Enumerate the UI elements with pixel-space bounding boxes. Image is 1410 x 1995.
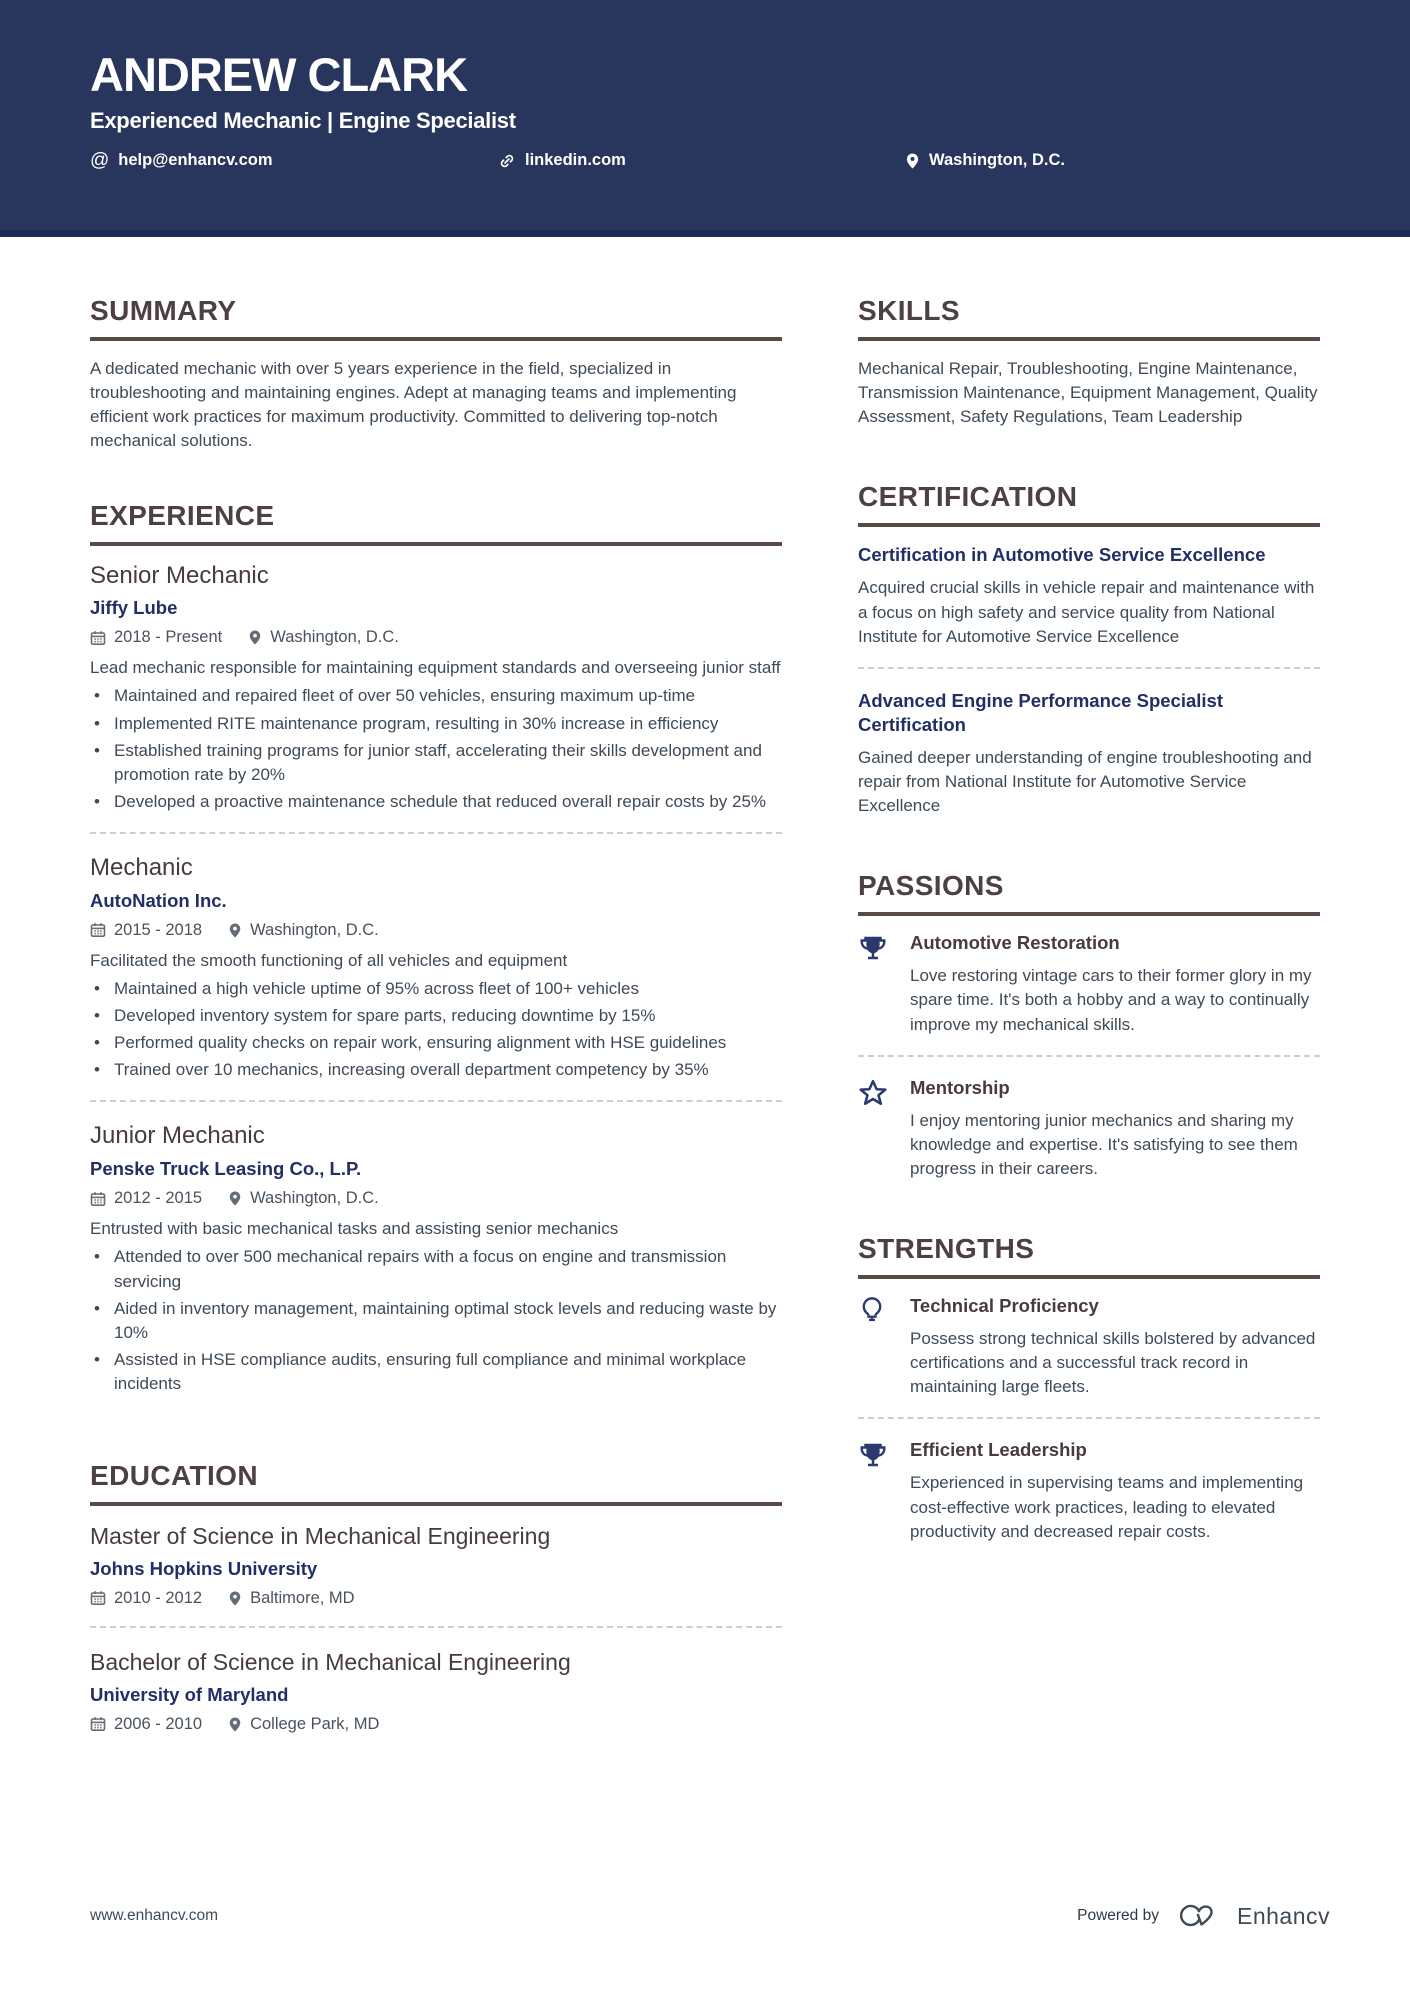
trophy-icon <box>858 932 910 1036</box>
certification-text: Gained deeper understanding of engine troubleshooting and repair from National Institute for Automotive Service Excellence <box>858 747 1312 816</box>
job-location: Washington, D.C. <box>270 628 399 647</box>
job-location: Washington, D.C. <box>250 1189 379 1208</box>
job-description: Entrusted with basic mechanical tasks and assisting senior mechanics <box>90 1219 619 1239</box>
summary-section <box>90 295 782 454</box>
experience-section <box>90 500 782 1397</box>
certification-entry <box>858 689 1320 818</box>
pin-icon <box>228 922 242 939</box>
passion-text: Love restoring vintage cars to their former glory in my spare time. It's both a hobby and a way to continually improve my mechanical skills. <box>910 966 1312 1034</box>
company-name: Jiffy Lube <box>90 597 178 619</box>
person-title: Experienced Mechanic | Engine Specialist <box>90 108 516 134</box>
content <box>0 295 1410 1780</box>
job-meta <box>90 628 782 647</box>
left-column <box>90 295 782 1780</box>
pin-icon <box>228 1590 242 1607</box>
job-bullets <box>90 684 782 814</box>
email-text: help@enhancv.com <box>118 151 273 170</box>
passion-title: Automotive Restoration <box>910 932 1120 954</box>
certification-title: Certification in Automotive Service Excellence <box>858 544 1266 566</box>
dashed-divider <box>858 1417 1320 1419</box>
link-icon <box>498 152 516 170</box>
passions-heading: PASSIONS <box>858 870 1320 916</box>
certification-section <box>858 481 1320 818</box>
linkedin-link[interactable] <box>498 151 905 170</box>
education-dates: 2010 - 2012 <box>114 1588 203 1607</box>
school-name: Johns Hopkins University <box>90 1557 318 1579</box>
job-meta <box>90 1189 782 1208</box>
dashed-divider <box>90 1100 782 1102</box>
job-location: Washington, D.C. <box>250 920 379 939</box>
school-name: University of Maryland <box>90 1683 289 1705</box>
passion-text: I enjoy mentoring junior mechanics and sharing my knowledge and expertise. It's satisfying to see them progress in their careers. <box>910 1110 1298 1178</box>
job-dates: 2018 - Present <box>114 628 223 647</box>
dashed-divider <box>90 1626 782 1628</box>
pin-icon <box>228 1190 242 1207</box>
job-entry <box>90 854 782 1082</box>
job-title: Mechanic <box>90 854 193 882</box>
job-dates: 2015 - 2018 <box>114 920 203 939</box>
education-entry <box>90 1648 782 1734</box>
pin-icon <box>228 1716 242 1733</box>
job-dates: 2012 - 2015 <box>114 1189 203 1208</box>
skills-section <box>858 295 1320 429</box>
brand-name: Enhancv <box>1236 1902 1330 1929</box>
passions-section <box>858 870 1320 1181</box>
job-bullets <box>90 1245 782 1396</box>
footer <box>90 1900 1330 1932</box>
powered-by[interactable] <box>1077 1900 1330 1932</box>
passion-title: Mentorship <box>910 1076 1010 1098</box>
job-description: Lead mechanic responsible for maintaining equipment standards and overseeing junior staff <box>90 658 781 678</box>
linkedin-text: linkedin.com <box>525 151 626 170</box>
job-title: Senior Mechanic <box>90 561 269 589</box>
job-description: Facilitated the smooth functioning of all vehicles and equipment <box>90 950 568 970</box>
strength-title: Technical Proficiency <box>910 1295 1099 1317</box>
pin-icon <box>905 152 920 170</box>
pin-icon <box>248 629 262 646</box>
calendar-icon <box>90 1191 106 1207</box>
job-bullets <box>90 977 782 1083</box>
bullet-item: • Maintained a high vehicle uptime of 95% across fleet of 100+ vehicles <box>114 977 782 1001</box>
strength-entry <box>858 1439 1320 1543</box>
bullet-item: • Maintained and repaired fleet of over 50 vehicles, ensuring maximum up-time <box>114 684 782 708</box>
experience-heading: EXPERIENCE <box>90 500 782 546</box>
strength-text: Experienced in supervising teams and implementing cost-effective work practices, leading to elevated productivity and decreased repair costs. <box>910 1473 1304 1541</box>
star-icon <box>858 1077 910 1181</box>
education-location: College Park, MD <box>250 1714 380 1733</box>
certification-heading: CERTIFICATION <box>858 481 1320 527</box>
strengths-section <box>858 1233 1320 1544</box>
education-location: Baltimore, MD <box>250 1588 355 1607</box>
lightbulb-icon <box>858 1295 910 1399</box>
calendar-icon <box>90 1716 106 1732</box>
education-section <box>90 1460 782 1734</box>
calendar-icon <box>90 630 106 646</box>
strengths-heading: STRENGTHS <box>858 1233 1320 1279</box>
bullet-item: • Attended to over 500 mechanical repairs with a focus on engine and transmission servicing <box>114 1245 782 1293</box>
location-text: Washington, D.C. <box>929 151 1065 170</box>
summary-heading: SUMMARY <box>90 295 782 341</box>
certification-title: Advanced Engine Performance Specialist Certification <box>858 689 1223 735</box>
job-entry <box>90 1122 782 1396</box>
bullet-item: • Established training programs for junior staff, accelerating their skills development and promotion rate by 20% <box>114 739 782 787</box>
person-name: ANDREW CLARK <box>90 48 468 101</box>
education-meta <box>90 1715 782 1734</box>
degree-title: Bachelor of Science in Mechanical Engineering <box>90 1648 571 1675</box>
dashed-divider <box>858 667 1320 669</box>
bullet-item: • Implemented RITE maintenance program, resulting in 30% increase in efficiency <box>114 712 782 736</box>
education-dates: 2006 - 2010 <box>114 1714 203 1733</box>
passion-entry <box>858 1077 1320 1181</box>
bullet-item: • Developed inventory system for spare parts, reducing downtime by 15% <box>114 1004 782 1028</box>
certification-text: Acquired crucial skills in vehicle repair and maintenance with a focus on high safety and service quality from National Institute for Automotive Service Excellence <box>858 578 1315 646</box>
company-name: AutoNation Inc. <box>90 889 227 911</box>
bullet-item: • Assisted in HSE compliance audits, ensuring full compliance and minimal workplace incidents <box>114 1348 782 1396</box>
enhancv-logo-icon <box>1173 1900 1221 1932</box>
at-icon: @ <box>90 150 110 172</box>
strength-text: Possess strong technical skills bolstered by advanced certifications and a successful track record in maintaining large fleets. <box>910 1329 1316 1397</box>
calendar-icon <box>90 922 106 938</box>
bullet-item: • Developed a proactive maintenance schedule that reduced overall repair costs by 25% <box>114 790 782 814</box>
email-link[interactable] <box>90 151 498 170</box>
job-title: Junior Mechanic <box>90 1122 265 1150</box>
company-name: Penske Truck Leasing Co., L.P. <box>90 1158 362 1180</box>
strength-title: Efficient Leadership <box>910 1439 1087 1461</box>
bullet-item: • Aided in inventory management, maintaining optimal stock levels and reducing waste by 10% <box>114 1297 782 1345</box>
footer-site-link[interactable]: www.enhancv.com <box>90 1907 219 1924</box>
education-heading: EDUCATION <box>90 1460 782 1506</box>
trophy-icon <box>858 1439 910 1543</box>
powered-by-label: Powered by <box>1077 1907 1159 1924</box>
right-column <box>858 295 1320 1780</box>
education-entry <box>90 1522 782 1608</box>
contact-row <box>90 151 1320 170</box>
calendar-icon <box>90 1590 106 1606</box>
skills-text: Mechanical Repair, Troubleshooting, Engine Maintenance, Transmission Maintenance, Equipment Management, Quality Assessment, Safety Regulations, Team Leadership <box>858 359 1318 427</box>
strength-entry <box>858 1295 1320 1399</box>
job-meta <box>90 921 782 940</box>
degree-title: Master of Science in Mechanical Engineering <box>90 1523 551 1550</box>
header <box>0 0 1410 237</box>
bullet-item: • Performed quality checks on repair work, ensuring alignment with HSE guidelines <box>114 1031 782 1055</box>
passion-entry <box>858 932 1320 1036</box>
dashed-divider <box>858 1055 1320 1057</box>
certification-entry <box>858 543 1320 648</box>
job-entry <box>90 562 782 815</box>
bullet-item: • Trained over 10 mechanics, increasing overall department competency by 35% <box>114 1058 782 1082</box>
summary-text: A dedicated mechanic with over 5 years experience in the field, specialized in troubleshooting and maintaining engines. Adept at managing teams and implementing efficient work practices for maximum productivity. Committed to delivering top-notch mechanical solutions. <box>90 359 737 451</box>
skills-heading: SKILLS <box>858 295 1320 341</box>
location-item <box>905 151 1065 170</box>
dashed-divider <box>90 832 782 834</box>
education-meta <box>90 1589 782 1608</box>
